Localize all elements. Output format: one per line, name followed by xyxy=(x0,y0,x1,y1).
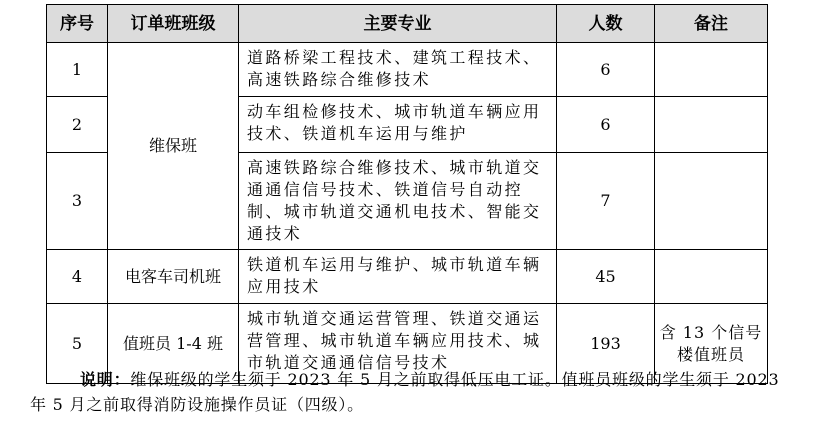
header-count: 人数 xyxy=(557,5,655,43)
row-note xyxy=(655,97,768,153)
row-serial: 5 xyxy=(47,304,108,384)
row-serial: 4 xyxy=(47,250,108,304)
row-count: 45 xyxy=(557,250,655,304)
row-serial: 1 xyxy=(47,43,108,97)
row-serial: 2 xyxy=(47,97,108,153)
header-class: 订单班班级 xyxy=(108,5,239,43)
row-note xyxy=(655,250,768,304)
table-header-row xyxy=(47,5,768,43)
row-serial: 3 xyxy=(47,153,108,250)
row-note xyxy=(655,153,768,250)
row-count: 6 xyxy=(557,97,655,153)
row-note xyxy=(655,43,768,97)
header-major: 主要专业 xyxy=(239,5,557,43)
row-count: 7 xyxy=(557,153,655,250)
row-count: 6 xyxy=(557,43,655,97)
order-class-table xyxy=(46,4,768,384)
table-row xyxy=(47,43,768,97)
row-class: 电客车司机班 xyxy=(108,250,239,304)
table-row xyxy=(47,250,768,304)
explanation-note xyxy=(30,367,790,417)
row-count: 193 xyxy=(557,304,655,384)
row-class: 值班员 1-4 班 xyxy=(108,304,239,384)
row-major: 城市轨道交通运营管理、铁道交通运营管理、城市轨道车辆应用技术、城市轨道交通通信信号技术 xyxy=(239,304,557,384)
header-note: 备注 xyxy=(655,5,768,43)
header-serial: 序号 xyxy=(47,5,108,43)
row-major: 道路桥梁工程技术、建筑工程技术、高速铁路综合维修技术 xyxy=(239,43,557,97)
row-note: 含 13 个信号楼值班员 xyxy=(655,304,768,384)
row-class: 维保班 xyxy=(108,43,239,250)
row-major: 动车组检修技术、城市轨道车辆应用技术、铁道机车运用与维护 xyxy=(239,97,557,153)
row-major: 铁道机车运用与维护、城市轨道车辆应用技术 xyxy=(239,250,557,304)
note-label: 说明： xyxy=(80,370,131,389)
note-text: 维保班级的学生须于 2023 年 5 月之前取得低压电工证。值班员班级的学生须于 2023 年 5 月之前取得消防设施操作员证（四级）。 xyxy=(30,370,780,414)
row-major: 高速铁路综合维修技术、城市轨道交通通信信号技术、铁道信号自动控制、城市轨道交通机电技术、智能交通技术 xyxy=(239,153,557,250)
